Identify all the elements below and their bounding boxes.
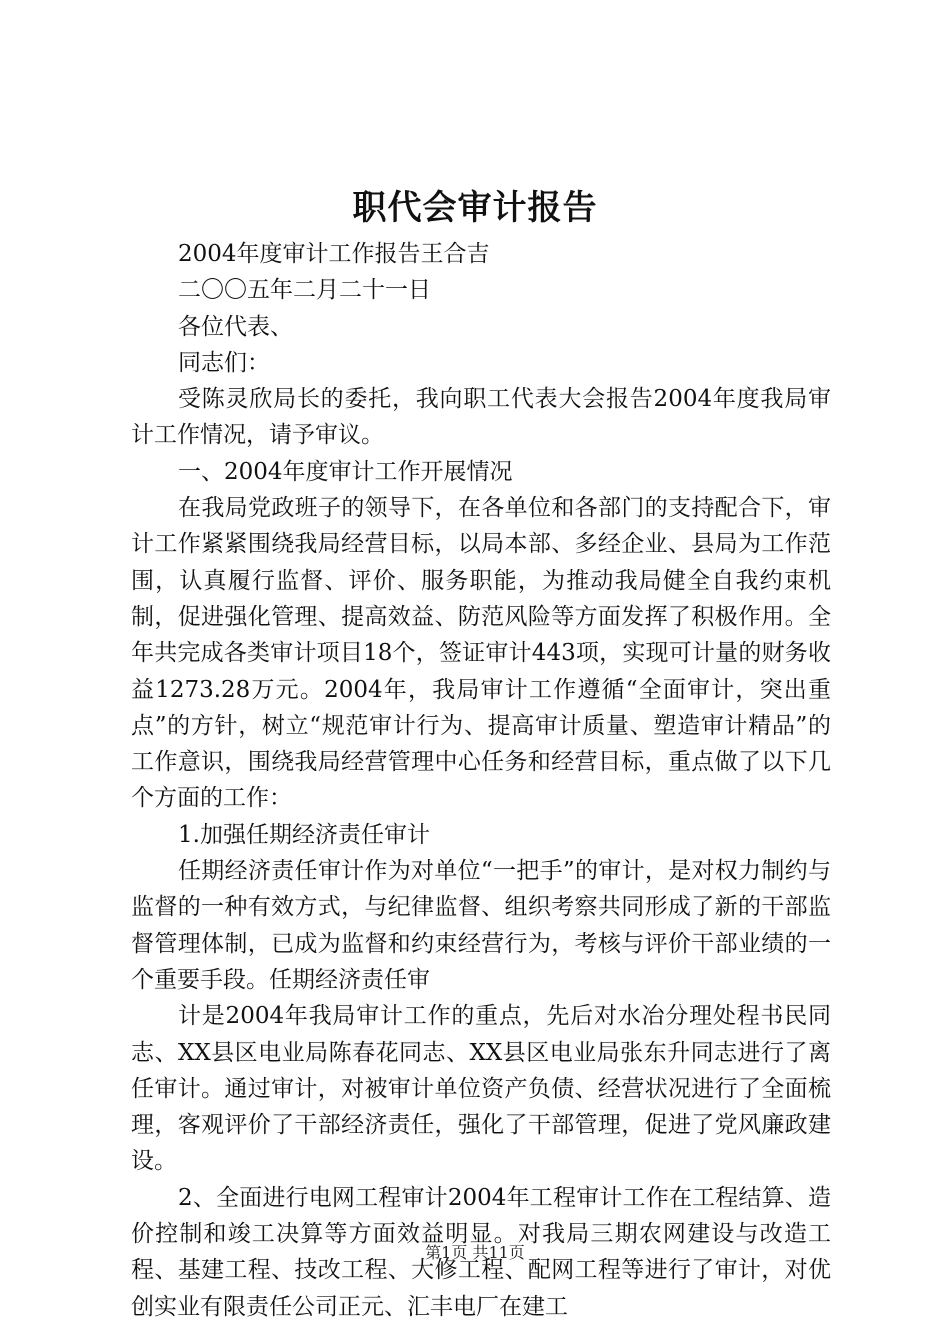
salutation-line-2: 同志们：: [178, 349, 270, 376]
intro-paragraph: 受陈灵欣局长的委托，我向职工代表大会报告2004年度我局审计工作情况，请予审议。: [131, 386, 831, 449]
document-body: [131, 236, 831, 1325]
document-title: 职代会审计报告: [352, 188, 598, 228]
salutation-line-1: 各位代表、: [178, 313, 293, 340]
subsection-1-paragraph-a: 任期经济责任审计作为对单位“一把手”的审计，是对权力制约与监督的一种有效方式，与纪律监督、组织考察共同形成了新的干部监督管理体制，已成为监督和约束经营行为，考核与评价干部业绩的一个重要手段。任期经济责任审: [131, 858, 831, 993]
page-number-footer: 第1页 共11页: [425, 1243, 525, 1262]
subsection-heading-1: 1.加强任期经济责任审计: [178, 821, 430, 848]
section-heading-1: 一、2004年度审计工作开展情况: [178, 458, 513, 485]
section-1-paragraph: 在我局党政班子的领导下，在各单位和各部门的支持配合下，审计工作紧紧围绕我局经营目标，以局本部、多经企业、县局为工作范围，认真履行监督、评价、服务职能，为推动我局健全自我约束机制，促进强化管理、提高效益、防范风险等方面发挥了积极作用。全年共完成各类审计项目18个，签证审计443项，实现可计量的财务收益1273.28万元。2004年，我局审计工作遵循“全面审计，突出重点”的方针，树立“规范审计行为、提高审计质量、塑造审计精品”的工作意识，围绕我局经营管理中心任务和经营目标，重点做了以下几个方面的工作：: [131, 495, 831, 812]
subsection-1-paragraph-b: 计是2004年我局审计工作的重点，先后对水冶分理处程书民同志、XX县区电业局陈春花同志、XX县区电业局张东升同志进行了离任审计。通过审计，对被审计单位资产负债、经营状况进行了全面梳理，客观评价了干部经济责任，强化了干部管理，促进了党风廉政建设。: [131, 1003, 831, 1175]
report-date: 二〇〇五年二月二十一日: [178, 277, 431, 304]
subsection-2-paragraph: 2、全面进行电网工程审计2004年工程审计工作在工程结算、造价控制和竣工决算等方面效益明显。对我局三期农网建设与改造工程、基建工程、技改工程、大修工程、配网工程等进行了审计，对优创实业有限责任公司正元、汇丰电厂在建工: [131, 1184, 831, 1320]
report-subtitle: 2004年度审计工作报告王合吉: [178, 241, 490, 267]
